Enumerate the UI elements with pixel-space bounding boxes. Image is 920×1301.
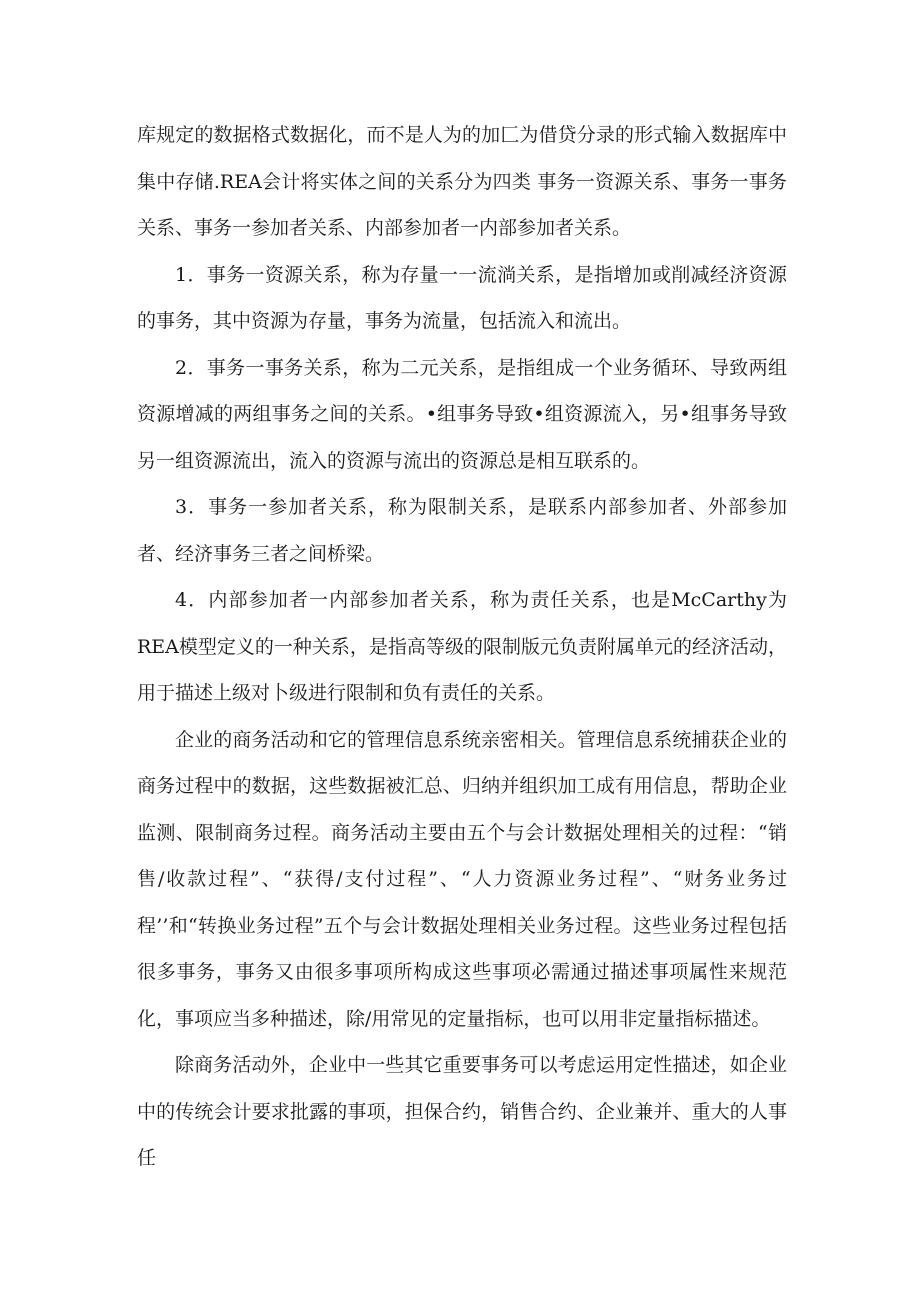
paragraph-item-2: 2．事务一事务关系，称为二元关系，是指组成一个业务循环、导致两组资源增减的两组事务之间的关系。•组事务导致•组资源流入，另•组事务导致另一组资源流出，流入的资源与流出的资源总是相互联系的。 [137,356,787,472]
paragraph-item-4: 4．内部参加者一内部参加者关系，称为责任关系，也是McCarthy为REA模型定义的一种关系，是指高等级的限制版元负责附属单元的经济活动，用于描述上级对卜级进行限制和负有责任的关系。 [137,589,787,704]
paragraph-item-3: 3．事务一参加者关系，称为限制关系，是联系内部参加者、外部参加者、经济事务三者之间桥梁。 [137,496,787,565]
paragraph-business-activities: 企业的商务活动和它的管理信息系统亲密相关。管理信息系统捕获企业的商务过程中的数据，这些数据被汇总、归纳并组织加工成有用信息，帮助企业监测、限制商务过程。商务活动主要由五个与会计数据处理相关的过程：“销售/收款过程”、“获得/支付过程”、“人力资源业务过程”、“财务业务过程’’和“转换业务过程”五个与会计数据处理相关业务过程。这些业务过程包括很多事务，事务又由很多事项所构成这些事项必需通过描述事项属性来规范化，事项应当多种描述，除/用常见的定量指标，也可以用非定量指标描述。 [137,728,787,1030]
body-text [137,112,787,1182]
paragraph-item-1: 1．事务一资源关系，称为存量一一流淌关系，是指增加或削减经济资源的事务，其中资源为存量，事务为流量，包括流入和流出。 [137,263,787,332]
paragraph-other-matters: 除商务活动外，企业中一些其它重要事务可以考虑运用定性描述，如企业中的传统会计要求批露的事项，担保合约，销售合约、企业兼并、重大的人事任 [137,1054,787,1169]
paragraph-continuation: 库规定的数据格式数据化，而不是人为的加匚为借贷分录的形式输入数据库中集中存储.REA会计将实体之间的关系分为四类 事务一资源关系、事务一事务关系、事务一参加者关系、内部参加者一内部参加者关系。 [137,124,787,239]
